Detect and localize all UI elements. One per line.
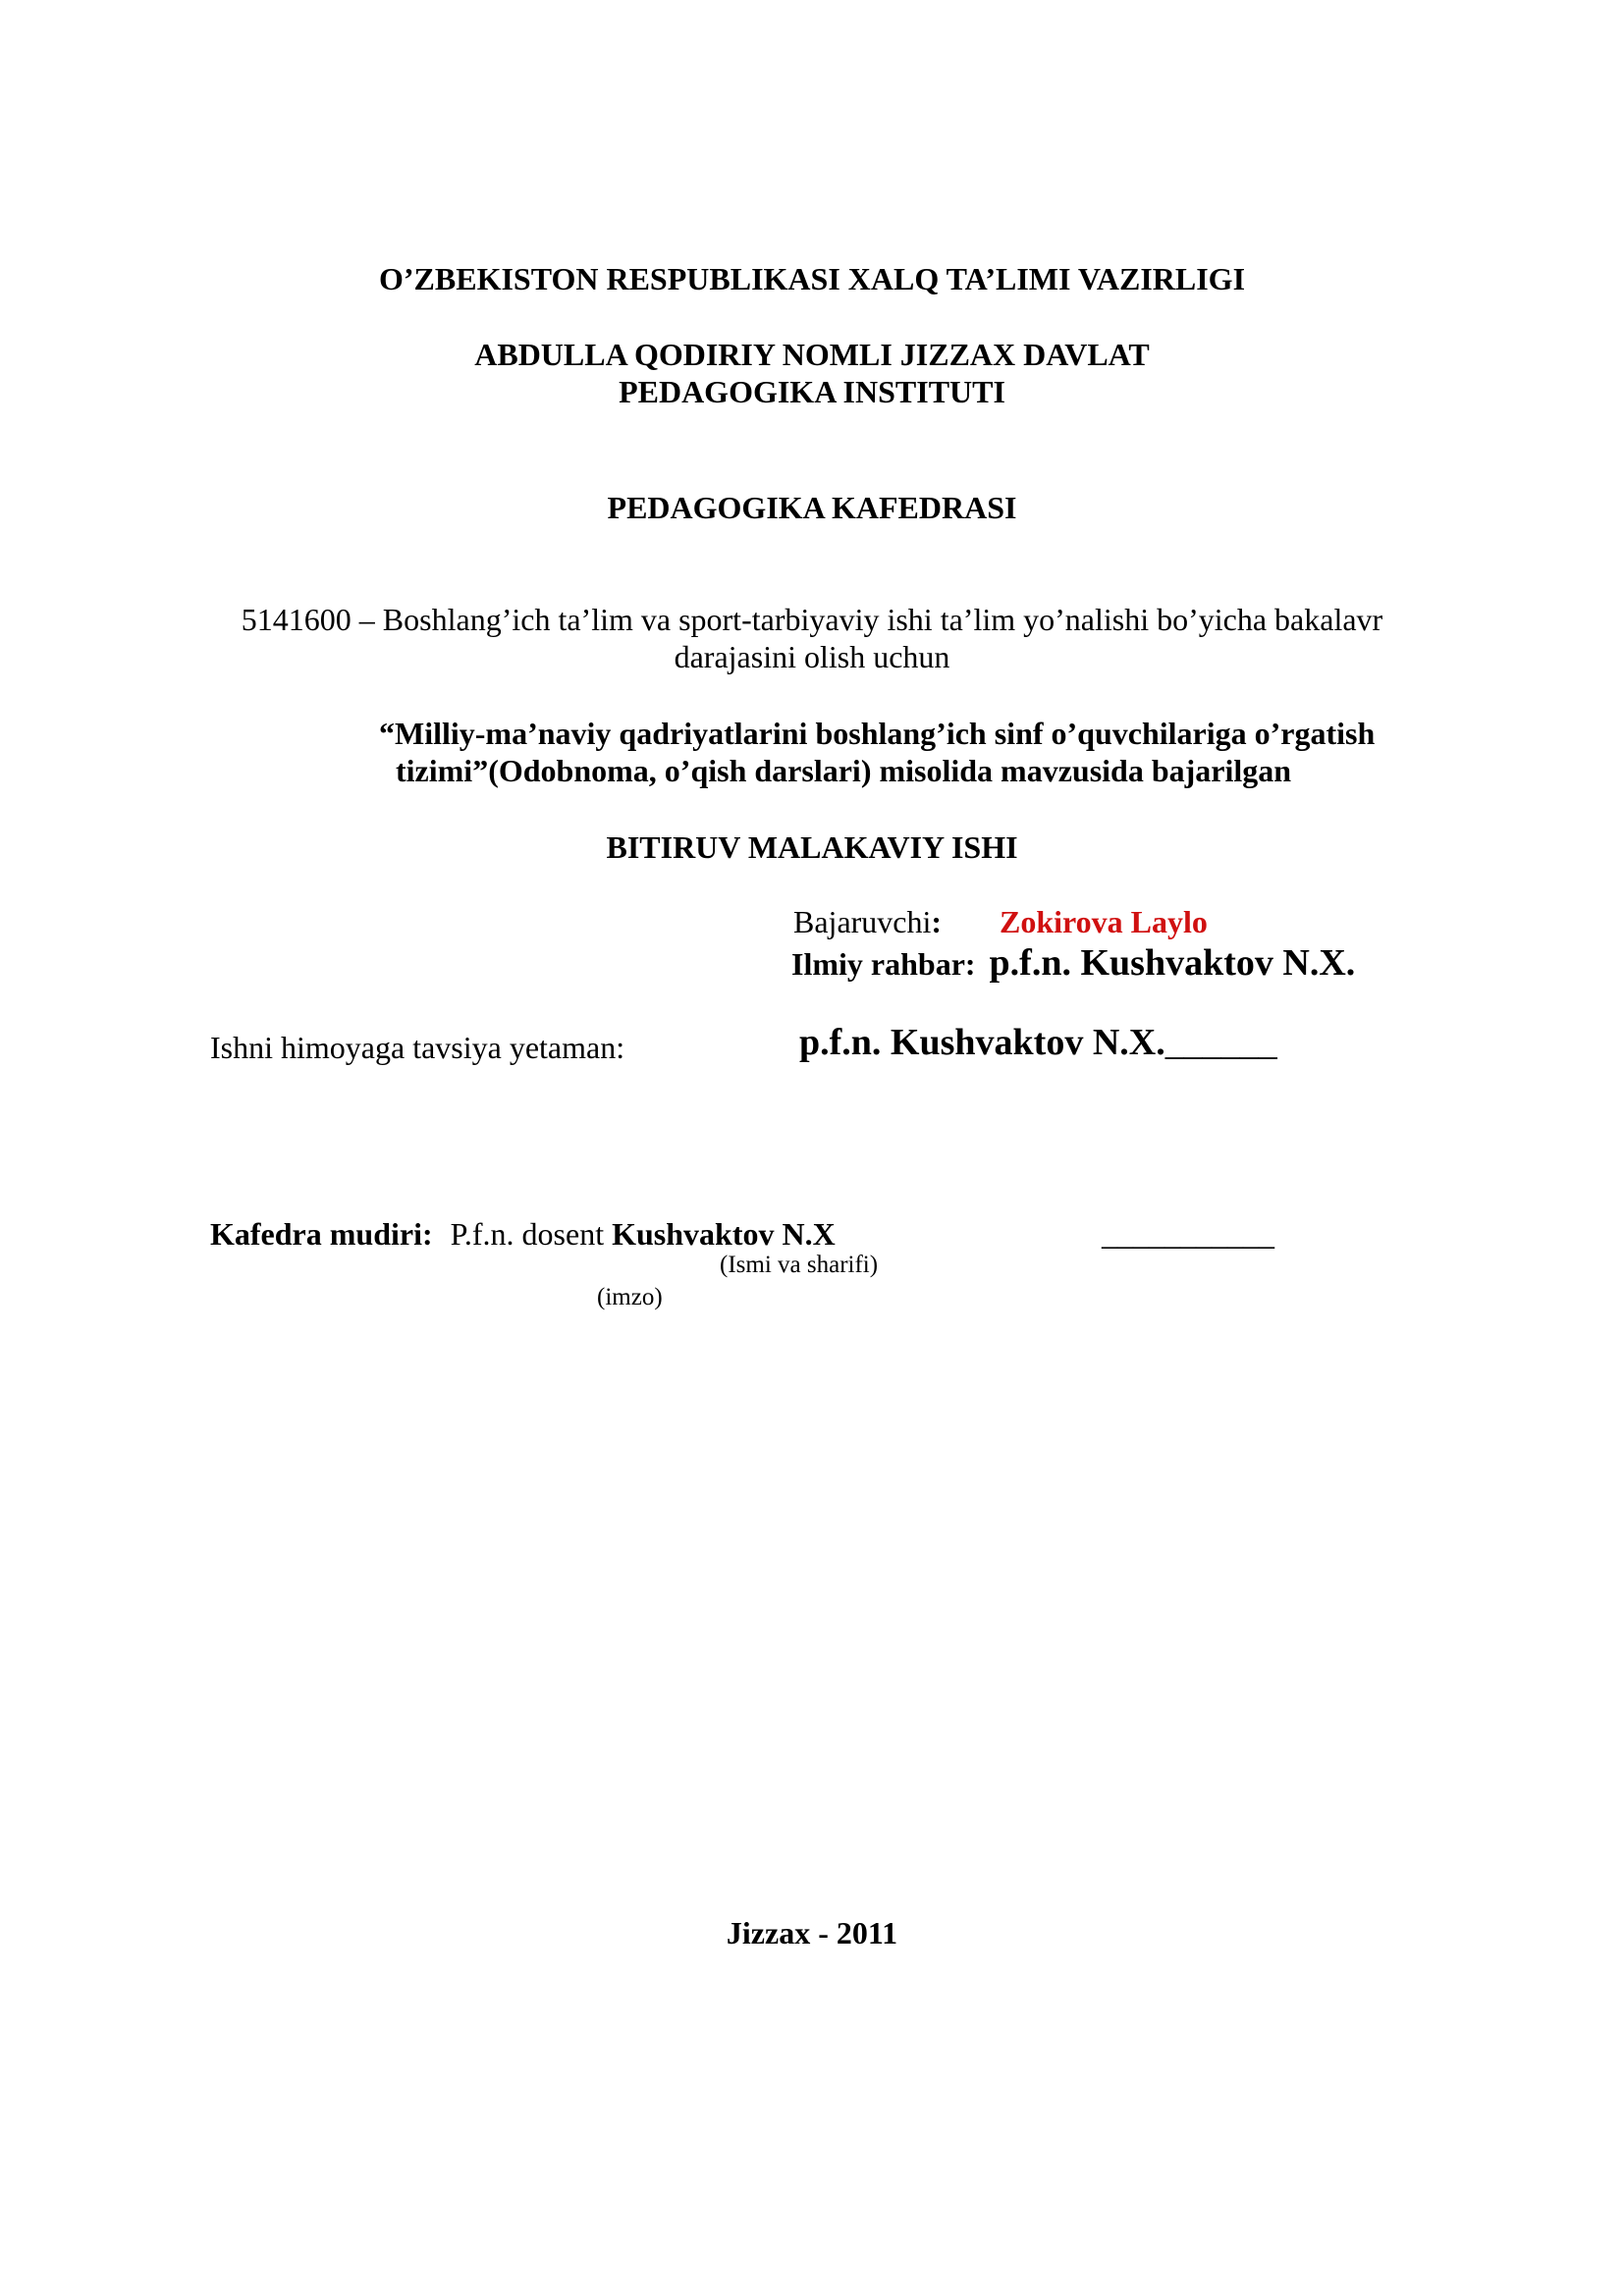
supervisor-label: Ilmiy rahbar: (791, 946, 976, 982)
institute-name-line1: ABDULLA QODIRIY NOMLI JIZZAX DAVLAT (474, 337, 1150, 372)
recommendation-line (799, 1021, 1277, 1064)
author-colon: : (931, 904, 943, 939)
topic-line2: tizimi”(Odobnoma, o’qish darslari) misolida mavzusida bajarilgan (396, 753, 1292, 788)
caption-name: (Ismi va sharifi) (720, 1252, 879, 1278)
program-line2: darajasini olish uchun (674, 639, 950, 674)
footer-place-year: Jizzax - 2011 (726, 1915, 898, 1950)
recommendation-name: p.f.n. Kushvaktov N.X. (799, 1022, 1165, 1063)
ministry-title: O’ZBEKISTON RESPUBLIKASI XALQ TA’LIMI VAZIRLIGI (378, 261, 1246, 296)
department-title: PEDAGOGIKA KAFEDRASI (607, 490, 1017, 525)
program-line1: 5141600 – Boshlang’ich ta’lim va sport-tarbiyaviy ishi ta’lim yo’nalishi bo’yicha bakalavr (241, 602, 1383, 637)
caption-signature: (imzo) (597, 1284, 663, 1310)
work-type-title: BITIRUV MALAKAVIY ISHI (606, 829, 1018, 865)
recommendation-blank: ______ (1164, 1022, 1277, 1063)
head-of-department-label: Kafedra mudiri: (210, 1216, 433, 1252)
author-name: Zokirova Laylo (1000, 904, 1208, 939)
supervisor-name: p.f.n. Kushvaktov N.X. (989, 942, 1356, 984)
topic-line1: “Milliy-ma’naviy qadriyatlarini boshlang’ich sinf o’quvchilariga o’rgatish (379, 716, 1376, 751)
supervisor-line (791, 942, 1355, 985)
head-of-department-name: Kushvaktov N.X (612, 1216, 836, 1252)
author-line (793, 903, 942, 940)
head-of-department-title: P.f.n. dosent (450, 1216, 605, 1252)
head-of-department-line (210, 1215, 836, 1253)
author-label: Bajaruvchi (793, 904, 932, 939)
signature-blank: ___________ (1102, 1216, 1274, 1252)
institute-name-line2: PEDAGOGIKA INSTITUTI (619, 374, 1005, 409)
recommendation-label: Ishni himoyaga tavsiya yetaman: (210, 1030, 625, 1065)
